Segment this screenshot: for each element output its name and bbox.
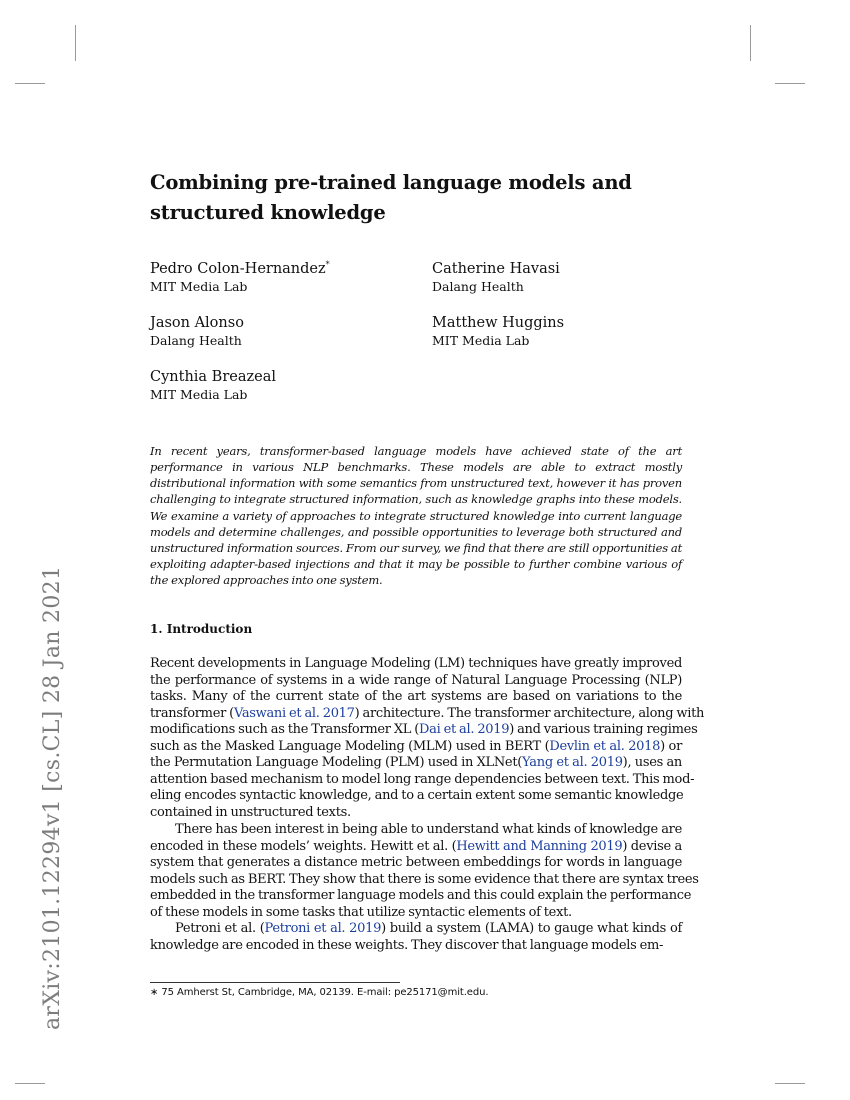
citation-link[interactable]: Dai et al. 2019 — [419, 722, 510, 737]
author-affiliation: Dalang Health — [432, 279, 524, 294]
title-line: structured knowledge — [150, 201, 386, 224]
citation-link[interactable]: Yang et al. 2019 — [522, 755, 623, 770]
crop-mark-right-bottom — [775, 1083, 805, 1084]
text-line: attention based mechanism to model long range dependencies between text. This mod- — [150, 771, 695, 787]
text-line: the performance of systems in a wide range of Natural Language Processing (NLP) — [150, 672, 682, 688]
text-line: contained in unstructured texts. — [150, 804, 351, 820]
author-block — [150, 367, 276, 403]
paragraph-2 — [150, 822, 699, 921]
text-line: Recent developments in Language Modeling (LM) techniques have greatly improved — [150, 656, 682, 671]
citation-link[interactable]: Petroni et al. 2019 — [264, 921, 382, 936]
author-affiliation: MIT Media Lab — [432, 333, 530, 348]
author-block — [432, 259, 560, 295]
author-name: Matthew Huggins — [432, 315, 565, 331]
text-line: embedded in the transformer language models and this could explain the performance — [150, 888, 692, 903]
section-heading: 1. Introduction — [150, 622, 253, 636]
crop-mark-left-top — [15, 83, 45, 84]
text-line: encoded in these models’ weights. Hewitt et al. (Hewitt and Manning 2019) devise a — [150, 838, 682, 854]
author-name: Jason Alonso — [150, 315, 244, 331]
text-line: system that generates a distance metric between embeddings for words in language — [150, 855, 682, 870]
author-block — [432, 313, 564, 349]
citation-link[interactable]: Hewitt and Manning 2019 — [456, 838, 623, 854]
text-line: modifications such as the Transformer XL (Dai et al. 2019) and various training regimes — [150, 722, 698, 737]
text-line: eling encodes syntactic knowledge, and to a certain extent some semantic knowledge — [150, 788, 684, 803]
author-name: Catherine Havasi — [432, 261, 560, 277]
crop-mark-right-top — [775, 83, 805, 84]
abstract: In recent years, transformer-based language models have achieved state of the art performance in various NLP benchmarks. These models are able to extract mostly distributional information with some semantics from unstructured text, however it has proven challenging to integrate structured information, such as knowledge graphs into these models. We examine a variety of approaches to integrate structured knowledge into current language models and determine challenges, and possible opportunities to leverage both structured and unstructured information sources. From our survey, we find that there are still opportunities at exploiting adapter-based injections and that it may be possible to further combine various of the explored approaches into one system. — [150, 444, 682, 588]
paper-title — [150, 168, 710, 228]
author-block — [150, 259, 330, 295]
author-name: Cynthia Breazeal — [150, 369, 276, 385]
author-affiliation: Dalang Health — [150, 333, 242, 348]
citation-link[interactable]: Devlin et al. 2018 — [549, 738, 661, 754]
arxiv-stamp: arXiv:2101.12294v1 [cs.CL] 28 Jan 2021 — [40, 565, 65, 1030]
text-line: There has been interest in being able to understand what kinds of knowledge are — [175, 822, 682, 837]
text-line: tasks. Many of the current state of the art systems are based on variations to the — [150, 689, 682, 704]
text-line: transformer (Vaswani et al. 2017) architecture. The transformer architecture, along with — [150, 705, 705, 721]
footnote-mark: * — [325, 260, 330, 270]
author-name: Pedro Colon-Hernandez* — [150, 260, 330, 277]
text-line: of these models in some tasks that utilize syntactic elements of text. — [150, 904, 572, 920]
author-block — [150, 313, 244, 349]
text-line: knowledge are encoded in these weights. They discover that language models em- — [150, 937, 664, 953]
text-line: Petroni et al. (Petroni et al. 2019) build a system (LAMA) to gauge what kinds of — [175, 921, 682, 936]
title-line: Combining pre-trained language models and — [150, 171, 632, 194]
crop-mark-top-left — [75, 25, 76, 61]
footnote: ∗ 75 Amherst St, Cambridge, MA, 02139. E-mail: pe25171@mit.edu. — [150, 987, 489, 998]
paragraph-1 — [150, 656, 705, 821]
author-affiliation: MIT Media Lab — [150, 279, 248, 294]
crop-mark-left-bottom — [15, 1083, 45, 1084]
text-line: models such as BERT. They show that there is some evidence that there are syntax trees — [150, 871, 699, 887]
text-line: such as the Masked Language Modeling (MLM) used in BERT (Devlin et al. 2018) or — [150, 738, 682, 754]
crop-mark-top-right — [750, 25, 751, 61]
paragraph-3 — [150, 921, 682, 954]
text-line: the Permutation Language Modeling (PLM) used in XLNet(Yang et al. 2019), uses an — [150, 755, 682, 770]
author-affiliation: MIT Media Lab — [150, 387, 248, 402]
citation-link[interactable]: Vaswani et al. 2017 — [233, 705, 355, 721]
footnote-rule — [150, 982, 400, 983]
